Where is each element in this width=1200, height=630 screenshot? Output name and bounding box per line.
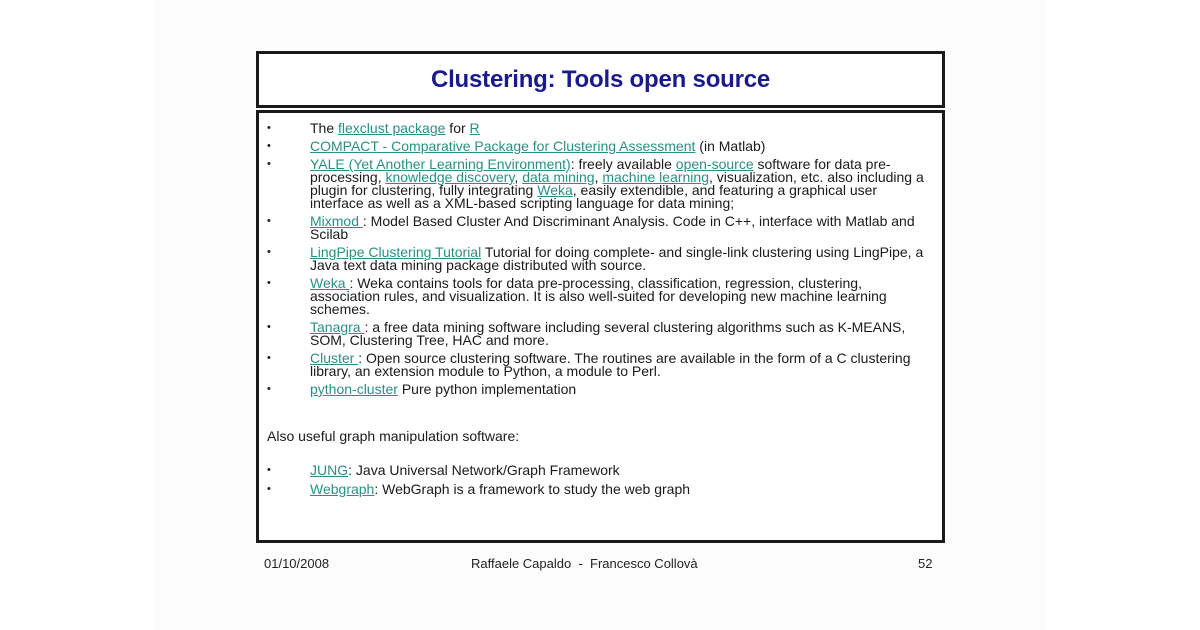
tool-item (259, 246, 942, 272)
hyperlink[interactable]: JUNG (310, 462, 349, 478)
content-box (256, 110, 945, 543)
item-text: : Open source clustering software. The routines are available in the form of a C clustering library, an extension module to Python, a module to Perl. (310, 350, 911, 379)
item-text: , easily extendible, and featuring a graphical user interface as well as a XML-based scripting language for data mining; (310, 182, 878, 211)
bullet-icon: • (267, 277, 271, 289)
item-text: : freely available (570, 156, 676, 172)
item-text: : a free data mining software including several clustering algorithms such as K-MEANS, SOM, Clustering Tree, HAC and more. (310, 319, 906, 348)
hyperlink[interactable]: flexclust package (338, 120, 446, 136)
tool-item (259, 158, 942, 210)
graph-tool-list (259, 464, 942, 502)
title-box (256, 51, 945, 108)
hyperlink[interactable]: Weka (537, 182, 573, 198)
item-text: for (445, 120, 470, 136)
bullet-icon: • (267, 215, 271, 227)
item-text: , (594, 169, 603, 185)
item-text: (in Matlab) (695, 138, 766, 154)
bullet-icon: • (267, 464, 271, 476)
bullet-icon: • (267, 352, 271, 364)
tool-item (259, 383, 942, 396)
tool-item (259, 352, 942, 378)
hyperlink[interactable]: COMPACT - Comparative Package for Clustering Assessment (310, 138, 696, 154)
hyperlink[interactable]: YALE (Yet Another Learning Environment) (310, 156, 571, 172)
hyperlink[interactable]: Webgraph (310, 481, 375, 497)
item-text: , visualization, etc. also including a plugin for clustering, fully integrating (310, 169, 924, 198)
tool-item (259, 122, 942, 135)
item-text: : WebGraph is a framework to study the web graph (374, 481, 691, 497)
item-text: The (310, 120, 339, 136)
hyperlink[interactable]: Mixmod (310, 213, 363, 229)
bullet-icon: • (267, 483, 271, 495)
bullet-icon: • (267, 246, 271, 258)
item-text: : Model Based Cluster And Discriminant Analysis. Code in C++, interface with Matlab and Scilab (310, 213, 915, 242)
footer-date: 01/10/2008 (264, 556, 330, 571)
hyperlink[interactable]: Cluster (310, 350, 359, 366)
tool-item (259, 321, 942, 347)
hyperlink[interactable]: python-cluster (310, 381, 398, 397)
tool-item (259, 140, 942, 153)
hyperlink[interactable]: R (469, 120, 480, 136)
graph-tool-item (259, 464, 942, 477)
bullet-icon: • (267, 140, 271, 152)
hyperlink[interactable]: machine learning (602, 169, 709, 185)
bullet-icon: • (267, 158, 271, 170)
tool-item (259, 215, 942, 241)
footer-authors: Raffaele Capaldo - Francesco Collovà (471, 556, 698, 571)
item-text: : Weka contains tools for data pre-processing, classification, regression, clustering, association rules, and visualization. It is also well-suited for developing new machine learning schemes. (310, 275, 887, 317)
footer-page-number: 52 (918, 556, 933, 571)
hyperlink[interactable]: Tanagra (310, 319, 365, 335)
tool-item (259, 277, 942, 316)
graph-tool-item (259, 483, 942, 496)
hyperlink[interactable]: data mining (522, 169, 595, 185)
graph-software-heading: Also useful graph manipulation software: (267, 428, 520, 444)
bullet-icon: • (267, 321, 271, 333)
hyperlink[interactable]: LingPipe Clustering Tutorial (310, 244, 482, 260)
bullet-icon: • (267, 122, 271, 134)
bullet-icon: • (267, 383, 271, 395)
slide-title: Clustering: Tools open source (430, 65, 771, 93)
hyperlink[interactable]: Weka (310, 275, 350, 291)
item-text: software for data pre-processing, (310, 156, 891, 185)
item-text: Tutorial for doing complete- and single-link clustering using LingPipe, a Java text data mining package distributed with source. (310, 244, 924, 273)
item-text: : Java Universal Network/Graph Framework (348, 462, 620, 478)
hyperlink[interactable]: open-source (675, 156, 754, 172)
tool-list (259, 122, 942, 401)
item-text: Pure python implementation (397, 381, 577, 397)
item-text: , (514, 169, 523, 185)
hyperlink[interactable]: knowledge discovery (385, 169, 515, 185)
